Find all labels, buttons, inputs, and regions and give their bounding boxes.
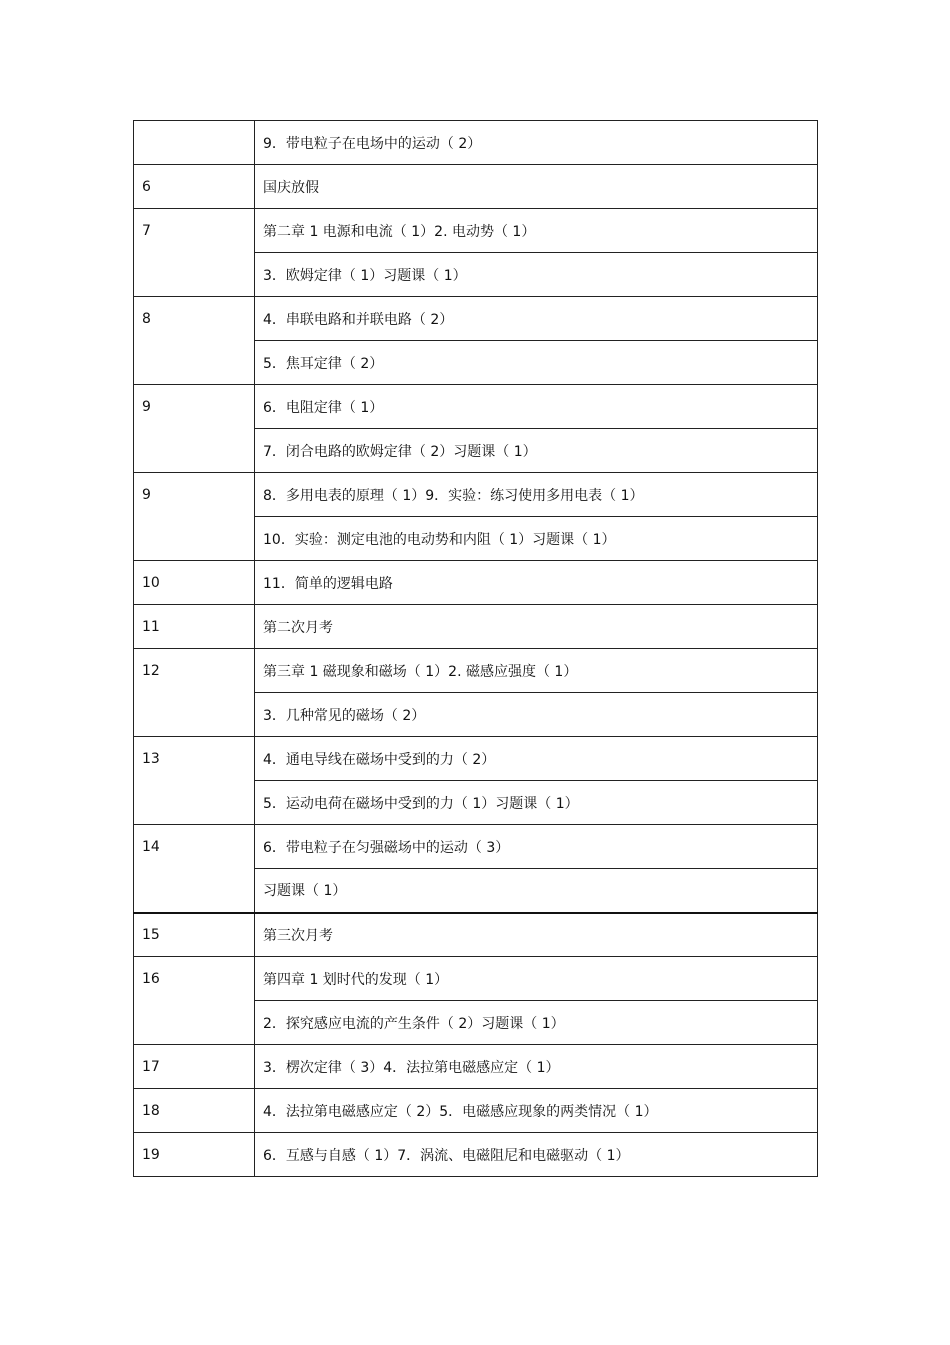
lesson-cell: 11．简单的逻辑电路: [255, 561, 818, 605]
week-cell: [134, 121, 255, 165]
table-row: [134, 825, 818, 869]
lesson-cell: 3．几种常见的磁场（ 2）: [255, 693, 818, 737]
week-cell: 15: [134, 913, 255, 957]
week-cell: 8: [134, 297, 255, 385]
lesson-cell: 习题课（ 1）: [255, 869, 818, 913]
lesson-cell: 第二章 1 电源和电流（ 1）2. 电动势（ 1）: [255, 209, 818, 253]
week-cell: 19: [134, 1133, 255, 1177]
week-cell: 12: [134, 649, 255, 737]
table-row: [134, 913, 818, 957]
lesson-cell: 6．带电粒子在匀强磁场中的运动（ 3）: [255, 825, 818, 869]
table-row: [134, 209, 818, 253]
lesson-cell: 10．实验：测定电池的电动势和内阻（ 1）习题课（ 1）: [255, 517, 818, 561]
lesson-cell: 5．运动电荷在磁场中受到的力（ 1）习题课（ 1）: [255, 781, 818, 825]
lesson-cell: 3．楞次定律（ 3）4．法拉第电磁感应定（ 1）: [255, 1045, 818, 1089]
lesson-cell: 6．电阻定律（ 1）: [255, 385, 818, 429]
lesson-cell: 4．串联电路和并联电路（ 2）: [255, 297, 818, 341]
week-cell: 11: [134, 605, 255, 649]
table-row: [134, 1045, 818, 1089]
week-cell: 10: [134, 561, 255, 605]
table-row: [134, 165, 818, 209]
week-cell: 18: [134, 1089, 255, 1133]
lesson-cell: 第三次月考: [255, 913, 818, 957]
lesson-cell: 3．欧姆定律（ 1）习题课（ 1）: [255, 253, 818, 297]
table-row: [134, 957, 818, 1001]
week-cell: 16: [134, 957, 255, 1045]
lesson-cell: 4．通电导线在磁场中受到的力（ 2）: [255, 737, 818, 781]
table-row: [134, 1089, 818, 1133]
lesson-cell: 9．带电粒子在电场中的运动（ 2）: [255, 121, 818, 165]
table-row: [134, 605, 818, 649]
lesson-cell: 8．多用电表的原理（ 1）9．实验：练习使用多用电表（ 1）: [255, 473, 818, 517]
lesson-cell: 第四章 1 划时代的发现（ 1）: [255, 957, 818, 1001]
week-cell: 14: [134, 825, 255, 913]
table-row: [134, 737, 818, 781]
lesson-cell: 国庆放假: [255, 165, 818, 209]
table-row: [134, 1133, 818, 1177]
lesson-cell: 5．焦耳定律（ 2）: [255, 341, 818, 385]
week-cell: 6: [134, 165, 255, 209]
lesson-cell: 第三章 1 磁现象和磁场（ 1）2. 磁感应强度（ 1）: [255, 649, 818, 693]
week-cell: 9: [134, 473, 255, 561]
week-cell: 9: [134, 385, 255, 473]
week-cell: 7: [134, 209, 255, 297]
lesson-cell: 2．探究感应电流的产生条件（ 2）习题课（ 1）: [255, 1001, 818, 1045]
table-row: [134, 649, 818, 693]
table-row: [134, 385, 818, 429]
table-row: [134, 561, 818, 605]
schedule-table: [133, 120, 818, 1177]
lesson-cell: 第二次月考: [255, 605, 818, 649]
lesson-cell: 6．互感与自感（ 1）7．涡流、电磁阻尼和电磁驱动（ 1）: [255, 1133, 818, 1177]
week-cell: 13: [134, 737, 255, 825]
week-cell: 17: [134, 1045, 255, 1089]
table-row: [134, 297, 818, 341]
table-row: [134, 473, 818, 517]
lesson-cell: 4．法拉第电磁感应定（ 2）5．电磁感应现象的两类情况（ 1）: [255, 1089, 818, 1133]
lesson-cell: 7．闭合电路的欧姆定律（ 2）习题课（ 1）: [255, 429, 818, 473]
table-row: [134, 121, 818, 165]
